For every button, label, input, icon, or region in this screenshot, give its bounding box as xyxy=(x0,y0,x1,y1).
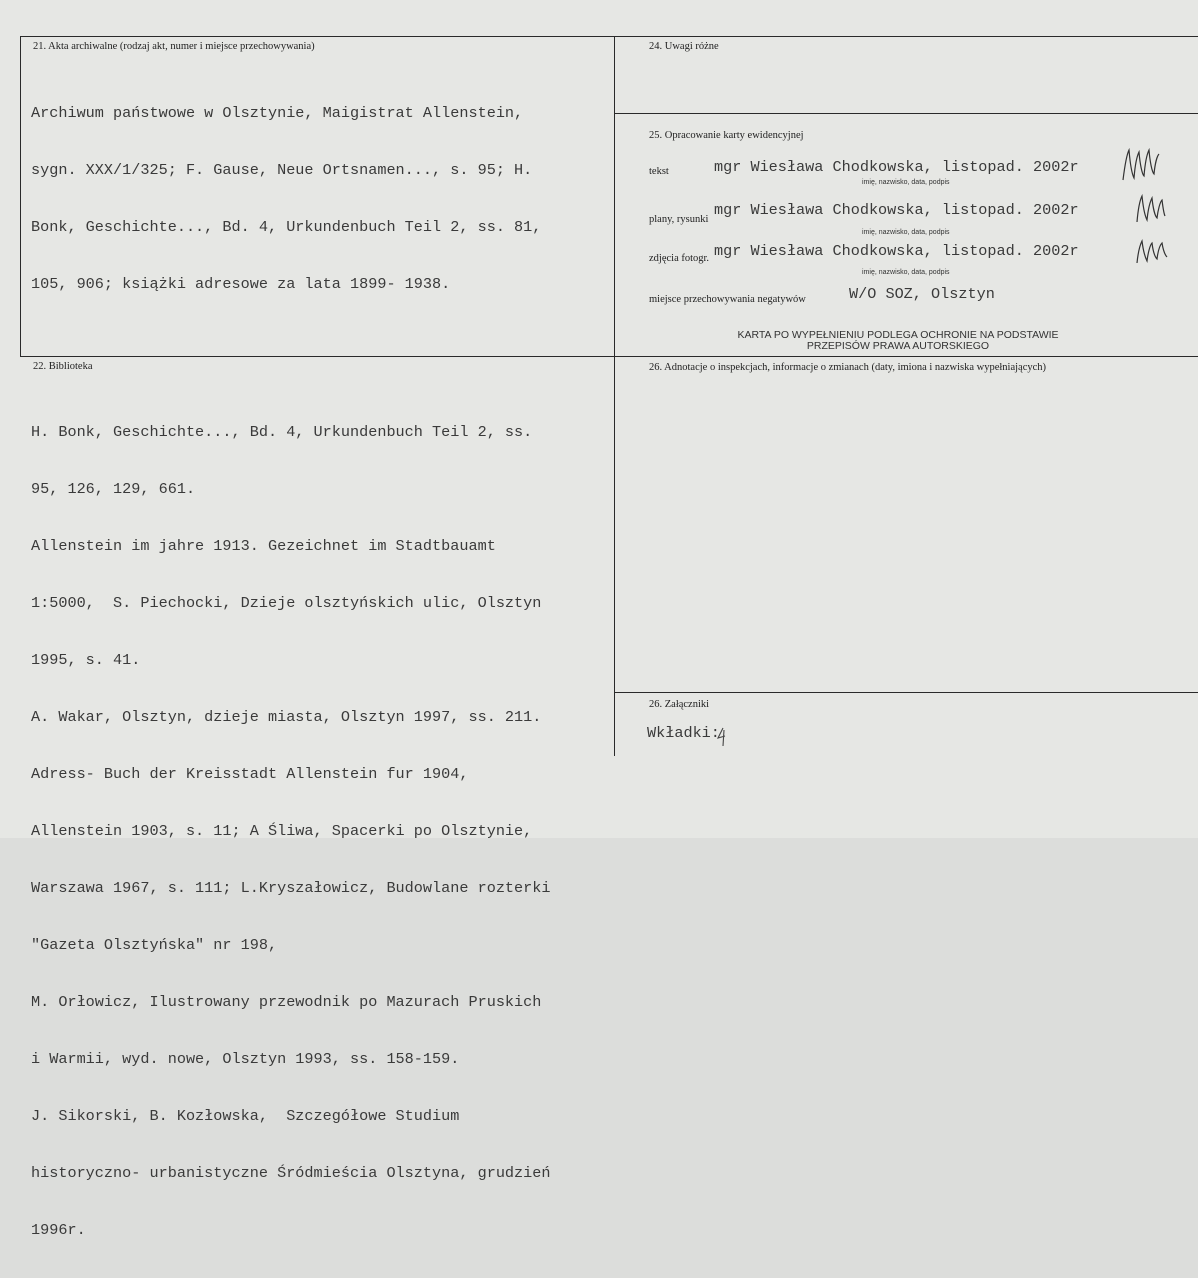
section-21-label: 21. Akta archiwalne (rodzaj akt, numer i miejsce przechowywania) xyxy=(33,41,315,52)
row-value-drawings: mgr Wiesława Chodkowska, listopad. 2002r xyxy=(714,201,1079,219)
section-21-line: 105, 906; książki adresowe za lata 1899- 1938. xyxy=(31,275,451,293)
section-21-line: Bonk, Geschichte..., Bd. 4, Urkundenbuch Teil 2, ss. 81, xyxy=(31,218,542,236)
row-caption-text: imię, nazwisko, data, podpis xyxy=(862,179,950,186)
section-22-line: J. Sikorski, B. Kozłowska, Szczegółowe Studium xyxy=(31,1107,460,1125)
section-21-text xyxy=(31,66,541,332)
section-22-line: 95, 126, 129, 661. xyxy=(31,480,196,498)
section-22-line: M. Orłowicz, Ilustrowany przewodnik po Mazurach Pruskich xyxy=(31,993,542,1011)
signature-icon xyxy=(1120,144,1162,184)
section-26-annotations-label: 26. Adnotacje o inspekcjach, informacje o zmianach (daty, imiona i nazwiska wypełniających) xyxy=(649,362,1047,373)
section-22-line: 1995, s. 41. xyxy=(31,651,141,669)
wkladki-label: Wkładki: xyxy=(647,724,720,742)
row-label-text: tekst xyxy=(649,166,669,177)
section-22-text xyxy=(31,385,551,1278)
row-label-drawings: plany, rysunki xyxy=(649,214,709,225)
middle-divider xyxy=(614,36,615,756)
row-value-photos: mgr Wiesława Chodkowska, listopad. 2002r xyxy=(714,242,1079,260)
signature-icon xyxy=(1134,190,1168,226)
signature-icon xyxy=(1134,235,1170,267)
section-22-line: "Gazeta Olsztyńska" nr 198, xyxy=(31,936,278,954)
divider-24-25 xyxy=(614,113,1198,114)
section-22-line: H. Bonk, Geschichte..., Bd. 4, Urkundenbuch Teil 2, ss. xyxy=(31,423,533,441)
section-22-line: i Warmii, wyd. nowe, Olsztyn 1993, ss. 158-159. xyxy=(31,1050,460,1068)
handwritten-mark-icon xyxy=(715,726,729,748)
section-24-label: 24. Uwagi różne xyxy=(649,41,719,52)
notice-line-1: KARTA PO WYPEŁNIENIU PODLEGA OCHRONIE NA PODSTAWIE xyxy=(737,329,1059,341)
section-26-attachments-label: 26. Załączniki xyxy=(649,699,710,710)
section-21-line: Archiwum państwowe w Olsztynie, Maigistrat Allenstein, xyxy=(31,104,524,122)
notice-line-2: PRZEPISÓW PRAWA AUTORSKIEGO xyxy=(806,340,990,352)
section-25-label: 25. Opracowanie karty ewidencyjnej xyxy=(649,130,804,141)
section-22-line: 1996r. xyxy=(31,1221,86,1239)
section-22-line: Warszawa 1967, s. 111; L.Kryszałowicz, Budowlane rozterki xyxy=(31,879,551,897)
negatives-label: miejsce przechowywania negatywów xyxy=(649,294,806,305)
row-value-text: mgr Wiesława Chodkowska, listopad. 2002r xyxy=(714,158,1079,176)
section-21-line: sygn. XXX/1/325; F. Gause, Neue Ortsnamen..., s. 95; H. xyxy=(31,161,533,179)
section-22-line: A. Wakar, Olsztyn, dzieje miasta, Olsztyn 1997, ss. 211. xyxy=(31,708,542,726)
section-22-label: 22. Biblioteka xyxy=(33,361,93,372)
section-22-line: historyczno- urbanistyczne Śródmieścia Olsztyna, grudzień xyxy=(31,1164,551,1182)
section-22-line: Allenstein im jahre 1913. Gezeichnet im Stadtbauamt xyxy=(31,537,496,555)
negatives-value: W/O SOZ, Olsztyn xyxy=(849,285,995,303)
horizontal-divider-main xyxy=(20,356,1198,357)
section-22-line: Allenstein 1903, s. 11; A Śliwa, Spacerki po Olsztynie, xyxy=(31,822,533,840)
row-caption-drawings: imię, nazwisko, data, podpis xyxy=(862,229,950,236)
top-border xyxy=(20,36,1198,37)
row-label-photos: zdjęcia fotogr. xyxy=(649,253,710,264)
row-caption-photos: imię, nazwisko, data, podpis xyxy=(862,269,950,276)
copyright-notice xyxy=(663,330,1133,352)
left-border xyxy=(20,36,21,356)
divider-26-attachments xyxy=(614,692,1198,693)
section-22-line: 1:5000, S. Piechocki, Dzieje olsztyńskich ulic, Olsztyn xyxy=(31,594,542,612)
section-22-line: Adress- Buch der Kreisstadt Allenstein fur 1904, xyxy=(31,765,469,783)
